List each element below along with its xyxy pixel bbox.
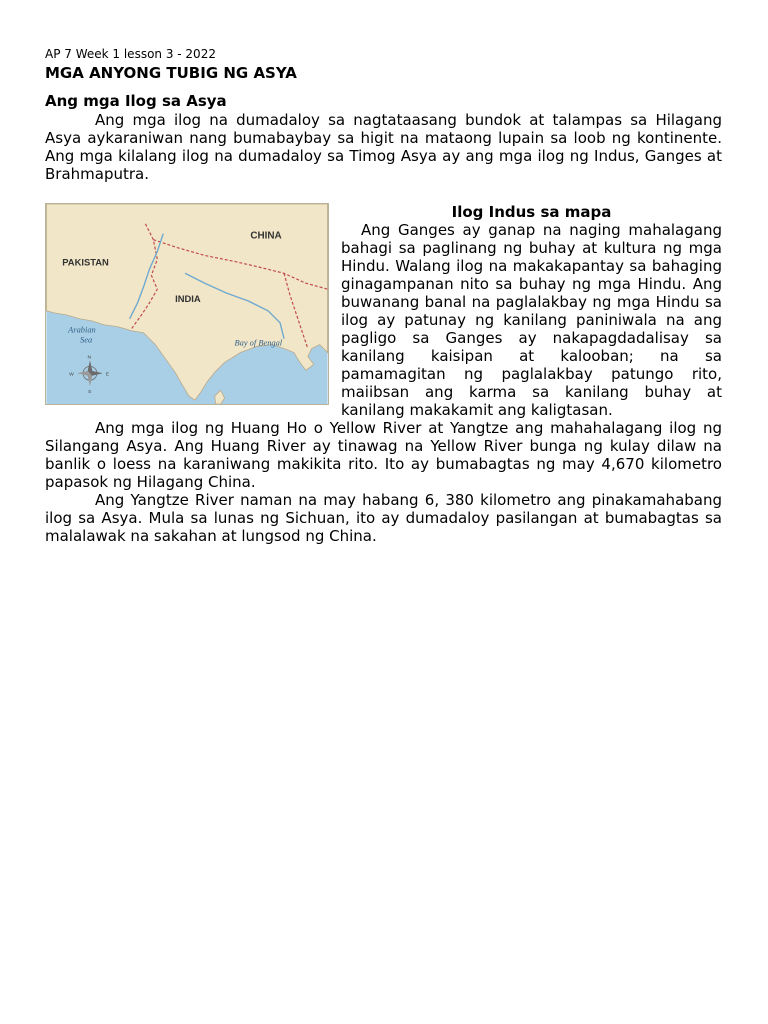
course-label: AP 7 Week 1 lesson 3 - 2022 bbox=[45, 47, 216, 61]
compass-w: W bbox=[69, 372, 74, 378]
compass-e: E bbox=[105, 372, 110, 378]
compass-s: S bbox=[87, 390, 92, 396]
map-label-bengal: Bay of Bengal bbox=[234, 338, 283, 348]
map-label-arabian: Arabian bbox=[68, 325, 96, 335]
document-page bbox=[45, 45, 722, 545]
ganges-paragraph: Ang Ganges ay ganap na naging mahalagang bahagi sa paglinang ng buhay at kultura ng mga Hindu. Walang ilog na makakapantay sa bahaging ginagampanan nito sa buhay ng mga Hindu. Ang buwanang banal na paglalakbay ng mga Hindu sa ilog ay patunay ng kanilang paniniwala na ang pagligo sa Ganges ay nakapagdadalisay sa kanilang kaisipan at kalooban; na sa pamamagitan ng paglalakbay patungo rito, maiibsan ang karma sa kanilang buhay at kanilang makakamit ang kaligtasan. bbox=[341, 221, 722, 419]
intro-paragraph: Ang mga ilog na dumadaloy sa nagtataasang bundok at talampas sa Hilagang Asya aykaraniwan nang bumabaybay sa higit na mataong lupain sa loob ng kontinente. Ang mga kilalang ilog na dumadaloy sa Timog Asya ay ang mga ilog ng Indus, Ganges at Brahmaputra. bbox=[45, 111, 722, 183]
compass-n: N bbox=[87, 355, 92, 361]
south-asia-map bbox=[45, 203, 329, 405]
map-label-china: CHINA bbox=[250, 230, 282, 242]
yangtze-paragraph: Ang Yangtze River naman na may habang 6, 380 kilometro ang pinakamahabang ilog sa Asya. Mula sa lunas ng Sichuan, ito ay dumadaloy pasilangan at bumabagtas sa malalawak na sakahan at lungsod ng China. bbox=[45, 491, 722, 545]
map-figure-block bbox=[45, 203, 722, 419]
document-title: MGA ANYONG TUBIG NG ASYA bbox=[45, 64, 297, 82]
map-label-india: INDIA bbox=[175, 293, 201, 305]
figure-caption: Ilog Indus sa mapa bbox=[451, 203, 612, 221]
section-heading: Ang mga Ilog sa Asya bbox=[45, 92, 227, 110]
map-label-pakistan: PAKISTAN bbox=[62, 256, 109, 268]
map-label-sea: Sea bbox=[80, 335, 93, 345]
huang-ho-paragraph: Ang mga ilog ng Huang Ho o Yellow River at Yangtze ang mahahalagang ilog ng Silangang Asya. Ang Huang River ay tinawag na Yellow River bunga ng kulay dilaw na banlik o loess na karaniwang makikita rito. Ito ay bumabagtas ng may 4,670 kilometro papasok ng Hilagang China. bbox=[45, 419, 722, 491]
